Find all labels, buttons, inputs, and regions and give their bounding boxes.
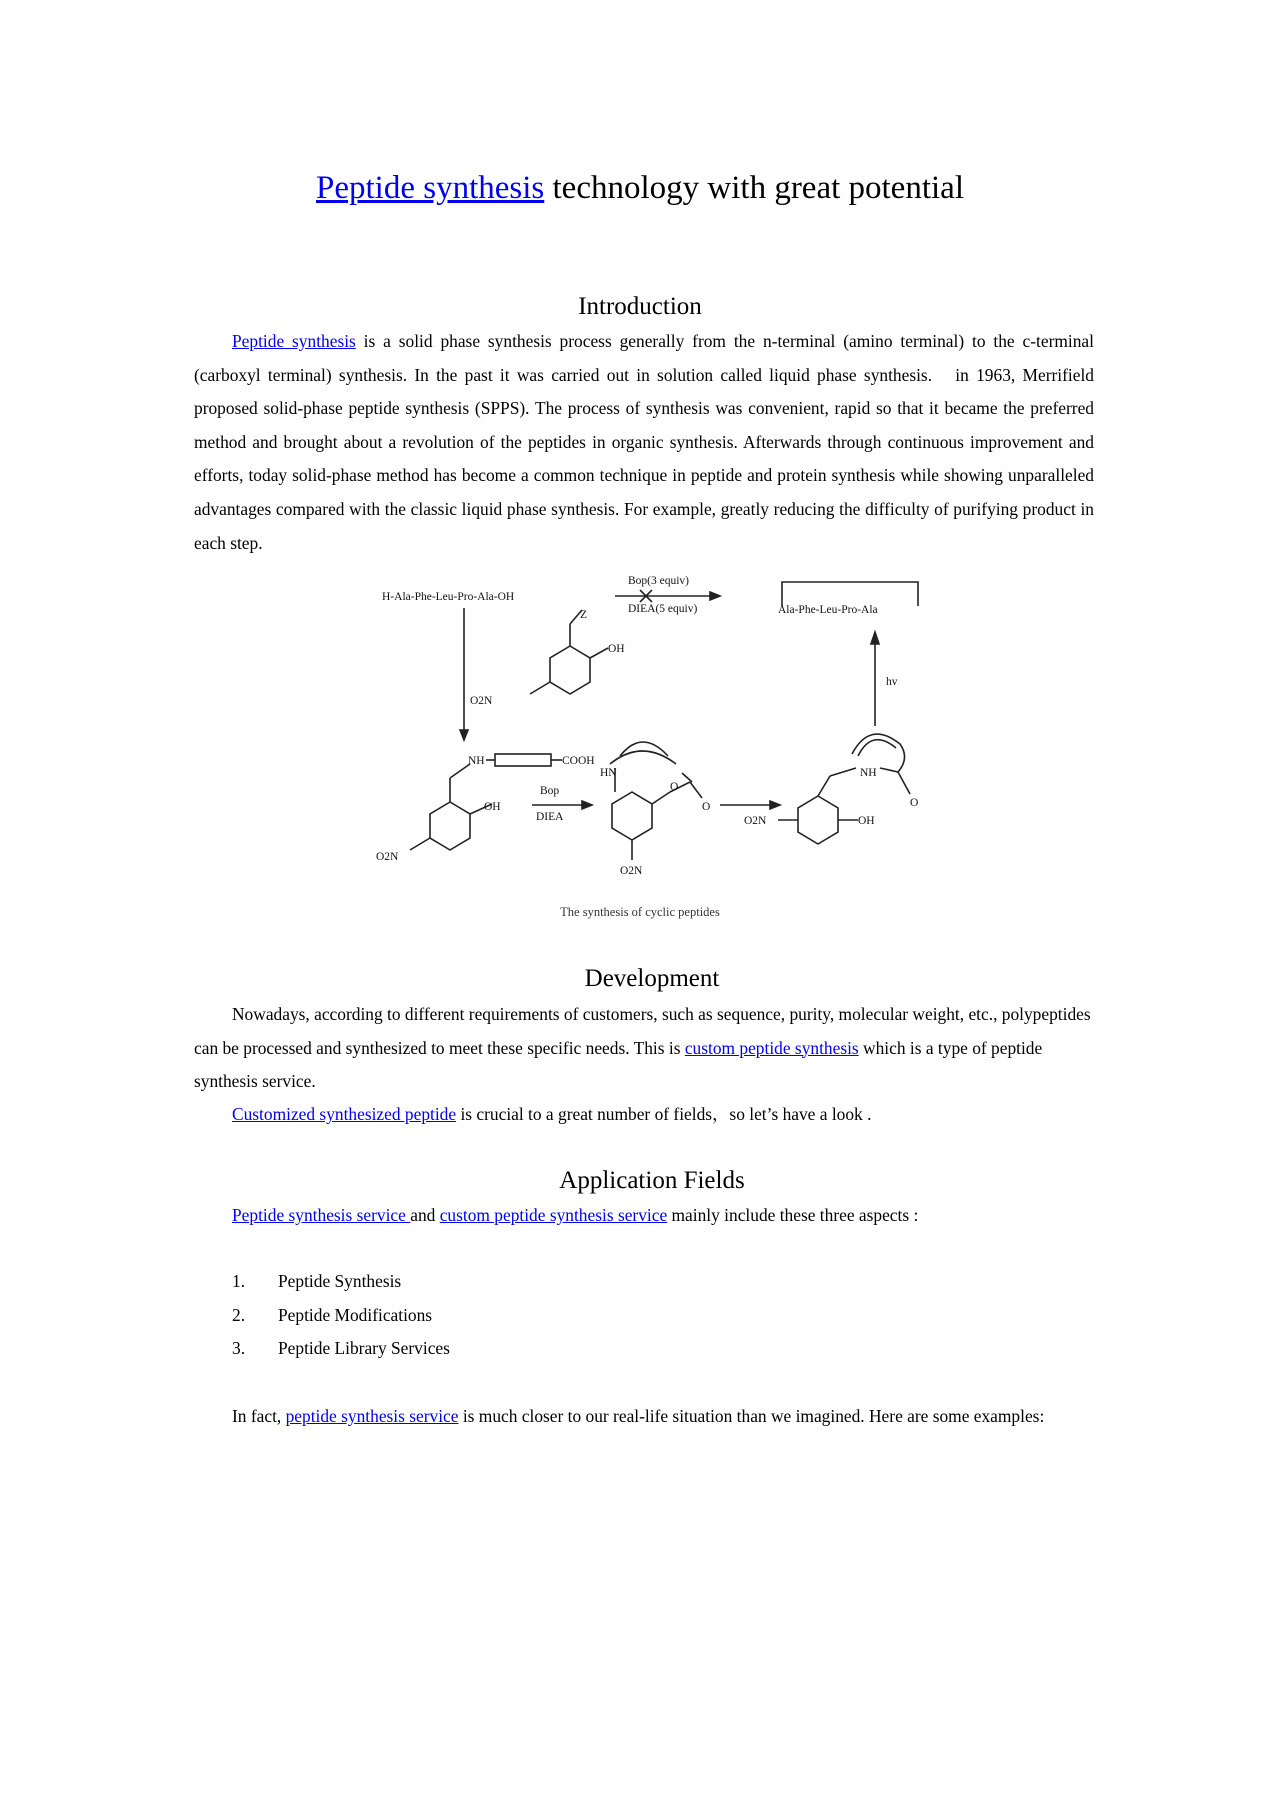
list-item xyxy=(232,1299,450,1333)
introduction-heading: Introduction xyxy=(578,293,702,320)
development-tail: which is a type of peptide synthesis service. xyxy=(194,1037,1043,1092)
peptide-synthesis-service-link[interactable]: Peptide synthesis service xyxy=(232,1205,411,1225)
list-item xyxy=(232,1332,450,1366)
list-item-number: 2. xyxy=(232,1304,246,1325)
customized-text: is crucial to a great number of fields，so let’s have a look . xyxy=(456,1104,872,1124)
oh1-label: OH xyxy=(608,643,625,655)
bop-label: Bop xyxy=(540,785,560,797)
o2n1-label: O2N xyxy=(470,695,493,707)
final-pre: In fact, xyxy=(232,1406,286,1426)
oh2-label: OH xyxy=(484,801,501,813)
final-tail: is much closer to our real-life situation than we imagined. Here are some examples: xyxy=(458,1406,1045,1426)
development-text: Nowadays, according to different requirements of customers, such as sequence, purity, molecular weight, etc., polypeptides can be processed and synthesized to meet these specific needs. This is xyxy=(194,1004,1091,1058)
nh-label: NH xyxy=(468,755,485,767)
z-label: Z xyxy=(580,609,588,621)
development-paragraph xyxy=(194,998,1094,1099)
application-paragraph xyxy=(194,1199,1094,1233)
title-link[interactable]: Peptide synthesis xyxy=(316,170,545,206)
custom-peptide-synthesis-service-link[interactable]: custom peptide synthesis service xyxy=(439,1205,668,1225)
o2n3-label: O2N xyxy=(620,865,643,877)
development-heading: Development xyxy=(584,965,720,992)
hv-label: hv xyxy=(886,676,898,688)
list-item-label: Peptide Modifications xyxy=(278,1304,433,1325)
reagent-top2-label: DIEA(5 equiv) xyxy=(628,603,698,615)
figure-caption: The synthesis of cyclic peptides xyxy=(560,905,720,919)
reagent-top1-label: Bop(3 equiv) xyxy=(628,575,690,587)
introduction-paragraph xyxy=(194,325,1094,560)
list-item-label: Peptide Library Services xyxy=(278,1338,450,1359)
list-item-label: Peptide Synthesis xyxy=(278,1271,402,1291)
list-item-number: 1. xyxy=(232,1271,246,1291)
nh2-label: NH xyxy=(860,767,877,779)
custom-peptide-synthesis-link[interactable]: custom peptide synthesis xyxy=(684,1037,859,1058)
final-paragraph xyxy=(194,1400,1094,1434)
product-label: Ala-Phe-Leu-Pro-Ala xyxy=(778,604,878,616)
cyclic-peptide-diagram xyxy=(370,568,940,888)
hn-label: HN xyxy=(600,767,617,779)
application-heading: Application Fields xyxy=(559,1167,745,1194)
diea-label: DIEA xyxy=(536,811,564,823)
cooh-label: COOH xyxy=(562,755,595,767)
intro-text: is a solid phase synthesis process generally from the n-terminal (amino terminal) to the c-terminal (carboxyl terminal) synthesis. In the past it was carried out in solution called liquid phase synthesis. in 1963, Merrifield proposed solid-phase peptide synthesis (SPPS). The process of synthesis was convenient, rapid so that it became the preferred method and brought about a revolution of the peptides in organic synthesis. Afterwards through continuous improvement and efforts, today solid-phase method has become a common technique in peptide and protein synthesis while showing unparalleled advantages compared with the classic liquid phase synthesis. For example, greatly reducing the difficulty of purifying product in each step. xyxy=(194,331,1094,553)
application-mid: and xyxy=(410,1205,440,1225)
reactant-label: H-Ala-Phe-Leu-Pro-Ala-OH xyxy=(382,591,515,603)
o3-label: O xyxy=(910,797,919,809)
o2n4-label: O2N xyxy=(744,815,767,827)
o1-label: O xyxy=(670,781,679,793)
o2-label: O xyxy=(702,801,711,813)
final-peptide-synthesis-service-link[interactable]: peptide synthesis service xyxy=(285,1406,459,1426)
list-item-number: 3. xyxy=(232,1338,246,1359)
customized-paragraph xyxy=(194,1098,1094,1132)
intro-link[interactable]: Peptide synthesis xyxy=(232,331,356,351)
title-text: technology with great potential xyxy=(544,170,964,206)
oh3-label: OH xyxy=(858,815,875,827)
aspects-list xyxy=(232,1265,450,1366)
list-item xyxy=(232,1265,450,1299)
o2n2-label: O2N xyxy=(376,851,399,863)
page-title xyxy=(0,166,1280,210)
application-tail: mainly include these three aspects : xyxy=(667,1205,919,1225)
customized-synthesized-peptide-link[interactable]: Customized synthesized peptide xyxy=(232,1104,457,1124)
